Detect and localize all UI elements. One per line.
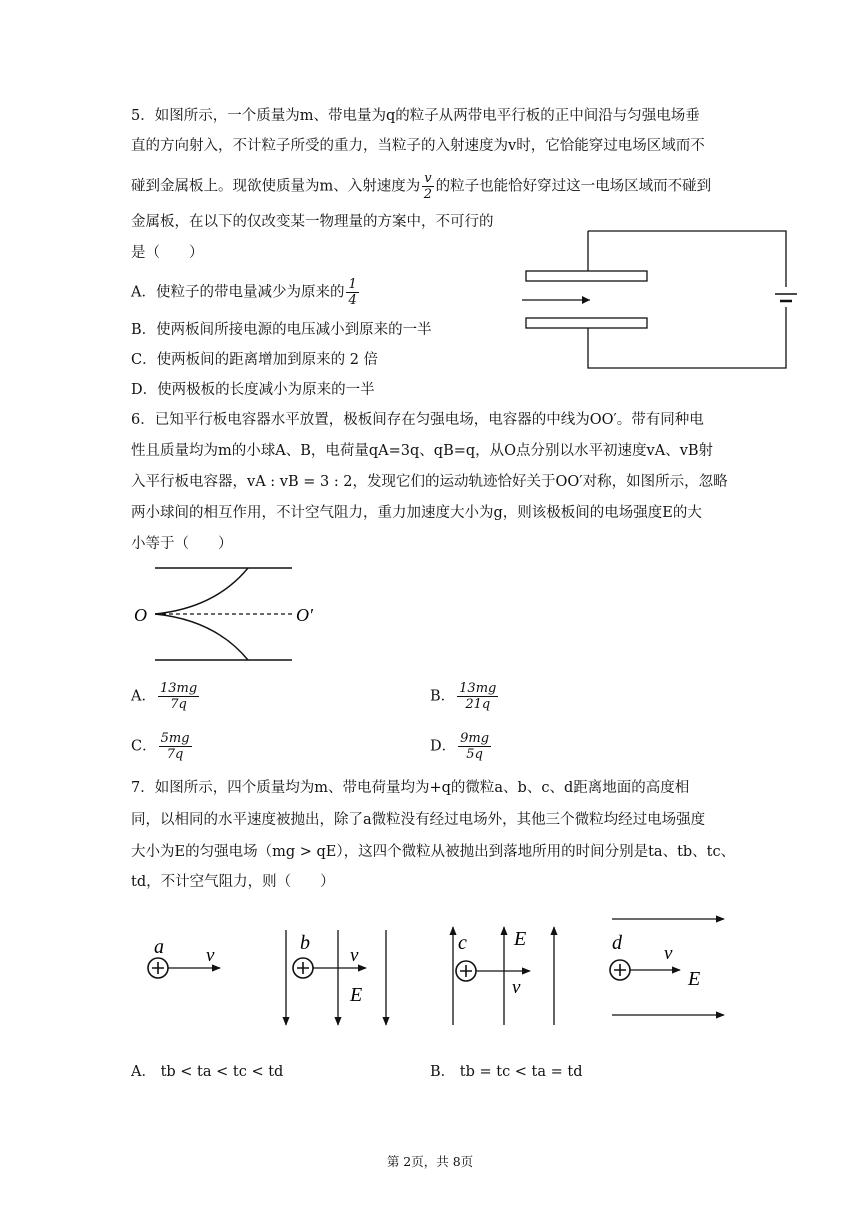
q7-line-1: 7．如图所示，四个质量均为m、带电荷量均为+q的微粒a、b、c、d距离地面的高度相 bbox=[131, 780, 690, 796]
page-footer: 第 2页，共 8页 bbox=[386, 1154, 474, 1169]
q5-line-3 bbox=[131, 172, 711, 201]
q7-line-2: 同，以相同的水平速度被抛出，除了a微粒没有经过电场外，其他三个微粒均经过电场强度 bbox=[131, 812, 706, 828]
q6-option-a[interactable]: A． $\frac{13mg}{7q}$ bbox=[131, 681, 198, 712]
q6-option-d[interactable]: D． $\frac{9mg}{5q}$ bbox=[430, 731, 490, 762]
trajectory-upper bbox=[155, 568, 248, 614]
q5-line-1: 5．如图所示，一个质量为m、带电量为q的粒子从两带电平行板的正中间沿与匀强电场垂 bbox=[131, 108, 700, 124]
particle-b-label: b bbox=[300, 932, 310, 954]
q5-line-3-b: 的粒子也能恰好穿过这一电场区域而不碰到 bbox=[435, 178, 712, 195]
particle-arrow-head bbox=[582, 296, 590, 304]
q6-option-b-fraction: $\frac{13mg}{21q}$ bbox=[459, 681, 497, 712]
field-d-label: E bbox=[688, 968, 701, 990]
q5-circuit-diagram bbox=[520, 228, 810, 373]
q5-line-5: 是（ ） bbox=[131, 245, 204, 261]
q6-line-2: 性且质量均为m的小球A、B，电荷量qA=3q、qB=q，从O点分别以水平初速度vA、vB射 bbox=[131, 443, 714, 459]
q6-option-b[interactable]: B． $\frac{13mg}{21q}$ bbox=[430, 681, 497, 712]
particle-d-group bbox=[610, 919, 724, 1015]
q5-line-4: 金属板，在以下的仅改变某一物理量的方案中，不可行的 bbox=[131, 214, 494, 230]
upper-plate bbox=[526, 271, 647, 281]
field-b-label: E bbox=[350, 984, 363, 1006]
q5-option-d[interactable]: D．使两极板的长度减小为原来的一半 bbox=[131, 382, 375, 398]
q5-line-3-a: 碰到金属板上。现欲使质量为m、入射速度为 bbox=[131, 178, 421, 195]
q7-option-a[interactable]: A． tb < ta < tc < td bbox=[131, 1064, 284, 1080]
q6-option-c-fraction: $\frac{5mg}{7q}$ bbox=[160, 731, 190, 762]
circuit-wire-bottom bbox=[588, 307, 786, 368]
point-o-prime-label: O′ bbox=[296, 605, 313, 625]
velocity-a-label: v bbox=[206, 945, 215, 966]
q6-option-a-fraction: $\frac{13mg}{7q}$ bbox=[159, 681, 198, 712]
q5-option-a-fraction: $\frac{1}{4}$ bbox=[348, 277, 357, 308]
particle-b-group bbox=[286, 930, 386, 1025]
velocity-c-label: v bbox=[512, 977, 521, 998]
q6-trajectory-diagram bbox=[130, 560, 330, 670]
point-o-label: O bbox=[134, 605, 147, 625]
q5-option-c[interactable]: C．使两板间的距离增加到原来的 2 倍 bbox=[131, 352, 379, 368]
q5-line-2: 直的方向射入，不计粒子所受的重力，当粒子的入射速度为v时，它恰能穿过电场区域而不 bbox=[131, 138, 705, 154]
particle-d-label: d bbox=[612, 932, 622, 954]
field-c-label: E bbox=[514, 928, 527, 950]
particle-c-label: c bbox=[458, 932, 467, 954]
trajectory-lower bbox=[155, 614, 248, 660]
q6-option-c[interactable]: C． $\frac{5mg}{7q}$ bbox=[131, 731, 190, 762]
velocity-b-label: v bbox=[350, 945, 359, 966]
q6-line-3: 入平行板电容器，vA : vB = 3 : 2，发现它们的运动轨迹恰好关于OO′对称，如图所示，忽略 bbox=[131, 474, 728, 490]
q6-line-4: 两小球间的相互作用，不计空气阻力，重力加速度大小为g，则该极板间的电场强度E的大 bbox=[131, 505, 702, 521]
particle-a-group bbox=[148, 936, 220, 978]
q7-particles-diagram bbox=[140, 905, 740, 1040]
q7-line-4: td，不计空气阻力，则（ ） bbox=[131, 874, 335, 890]
velocity-d-label: v bbox=[664, 943, 673, 964]
q7-line-3: 大小为E的匀强电场（mg > qE），这四个微粒从被抛出到落地所用的时间分别是ta、tb、tc、 bbox=[131, 844, 736, 860]
particle-c-group bbox=[453, 927, 554, 1025]
particle-a-label: a bbox=[154, 936, 164, 958]
q5-speed-fraction: $\frac{v}{2}$ bbox=[423, 171, 433, 202]
q6-line-5: 小等于（ ） bbox=[131, 536, 233, 552]
q7-option-b[interactable]: B． tb = tc < ta = td bbox=[430, 1064, 583, 1080]
q6-line-1: 6．已知平行板电容器水平放置，极板间存在匀强电场，电容器的中线为OO′。带有同种电 bbox=[131, 412, 704, 428]
lower-plate bbox=[526, 318, 647, 328]
q5-option-b[interactable]: B．使两板间所接电源的电压减小到原来的一半 bbox=[131, 322, 432, 338]
q5-option-a[interactable]: A．使粒子的带电量减少为原来的 $\frac{1}{4}$ bbox=[131, 277, 357, 308]
q6-option-d-fraction: $\frac{9mg}{5q}$ bbox=[460, 731, 490, 762]
